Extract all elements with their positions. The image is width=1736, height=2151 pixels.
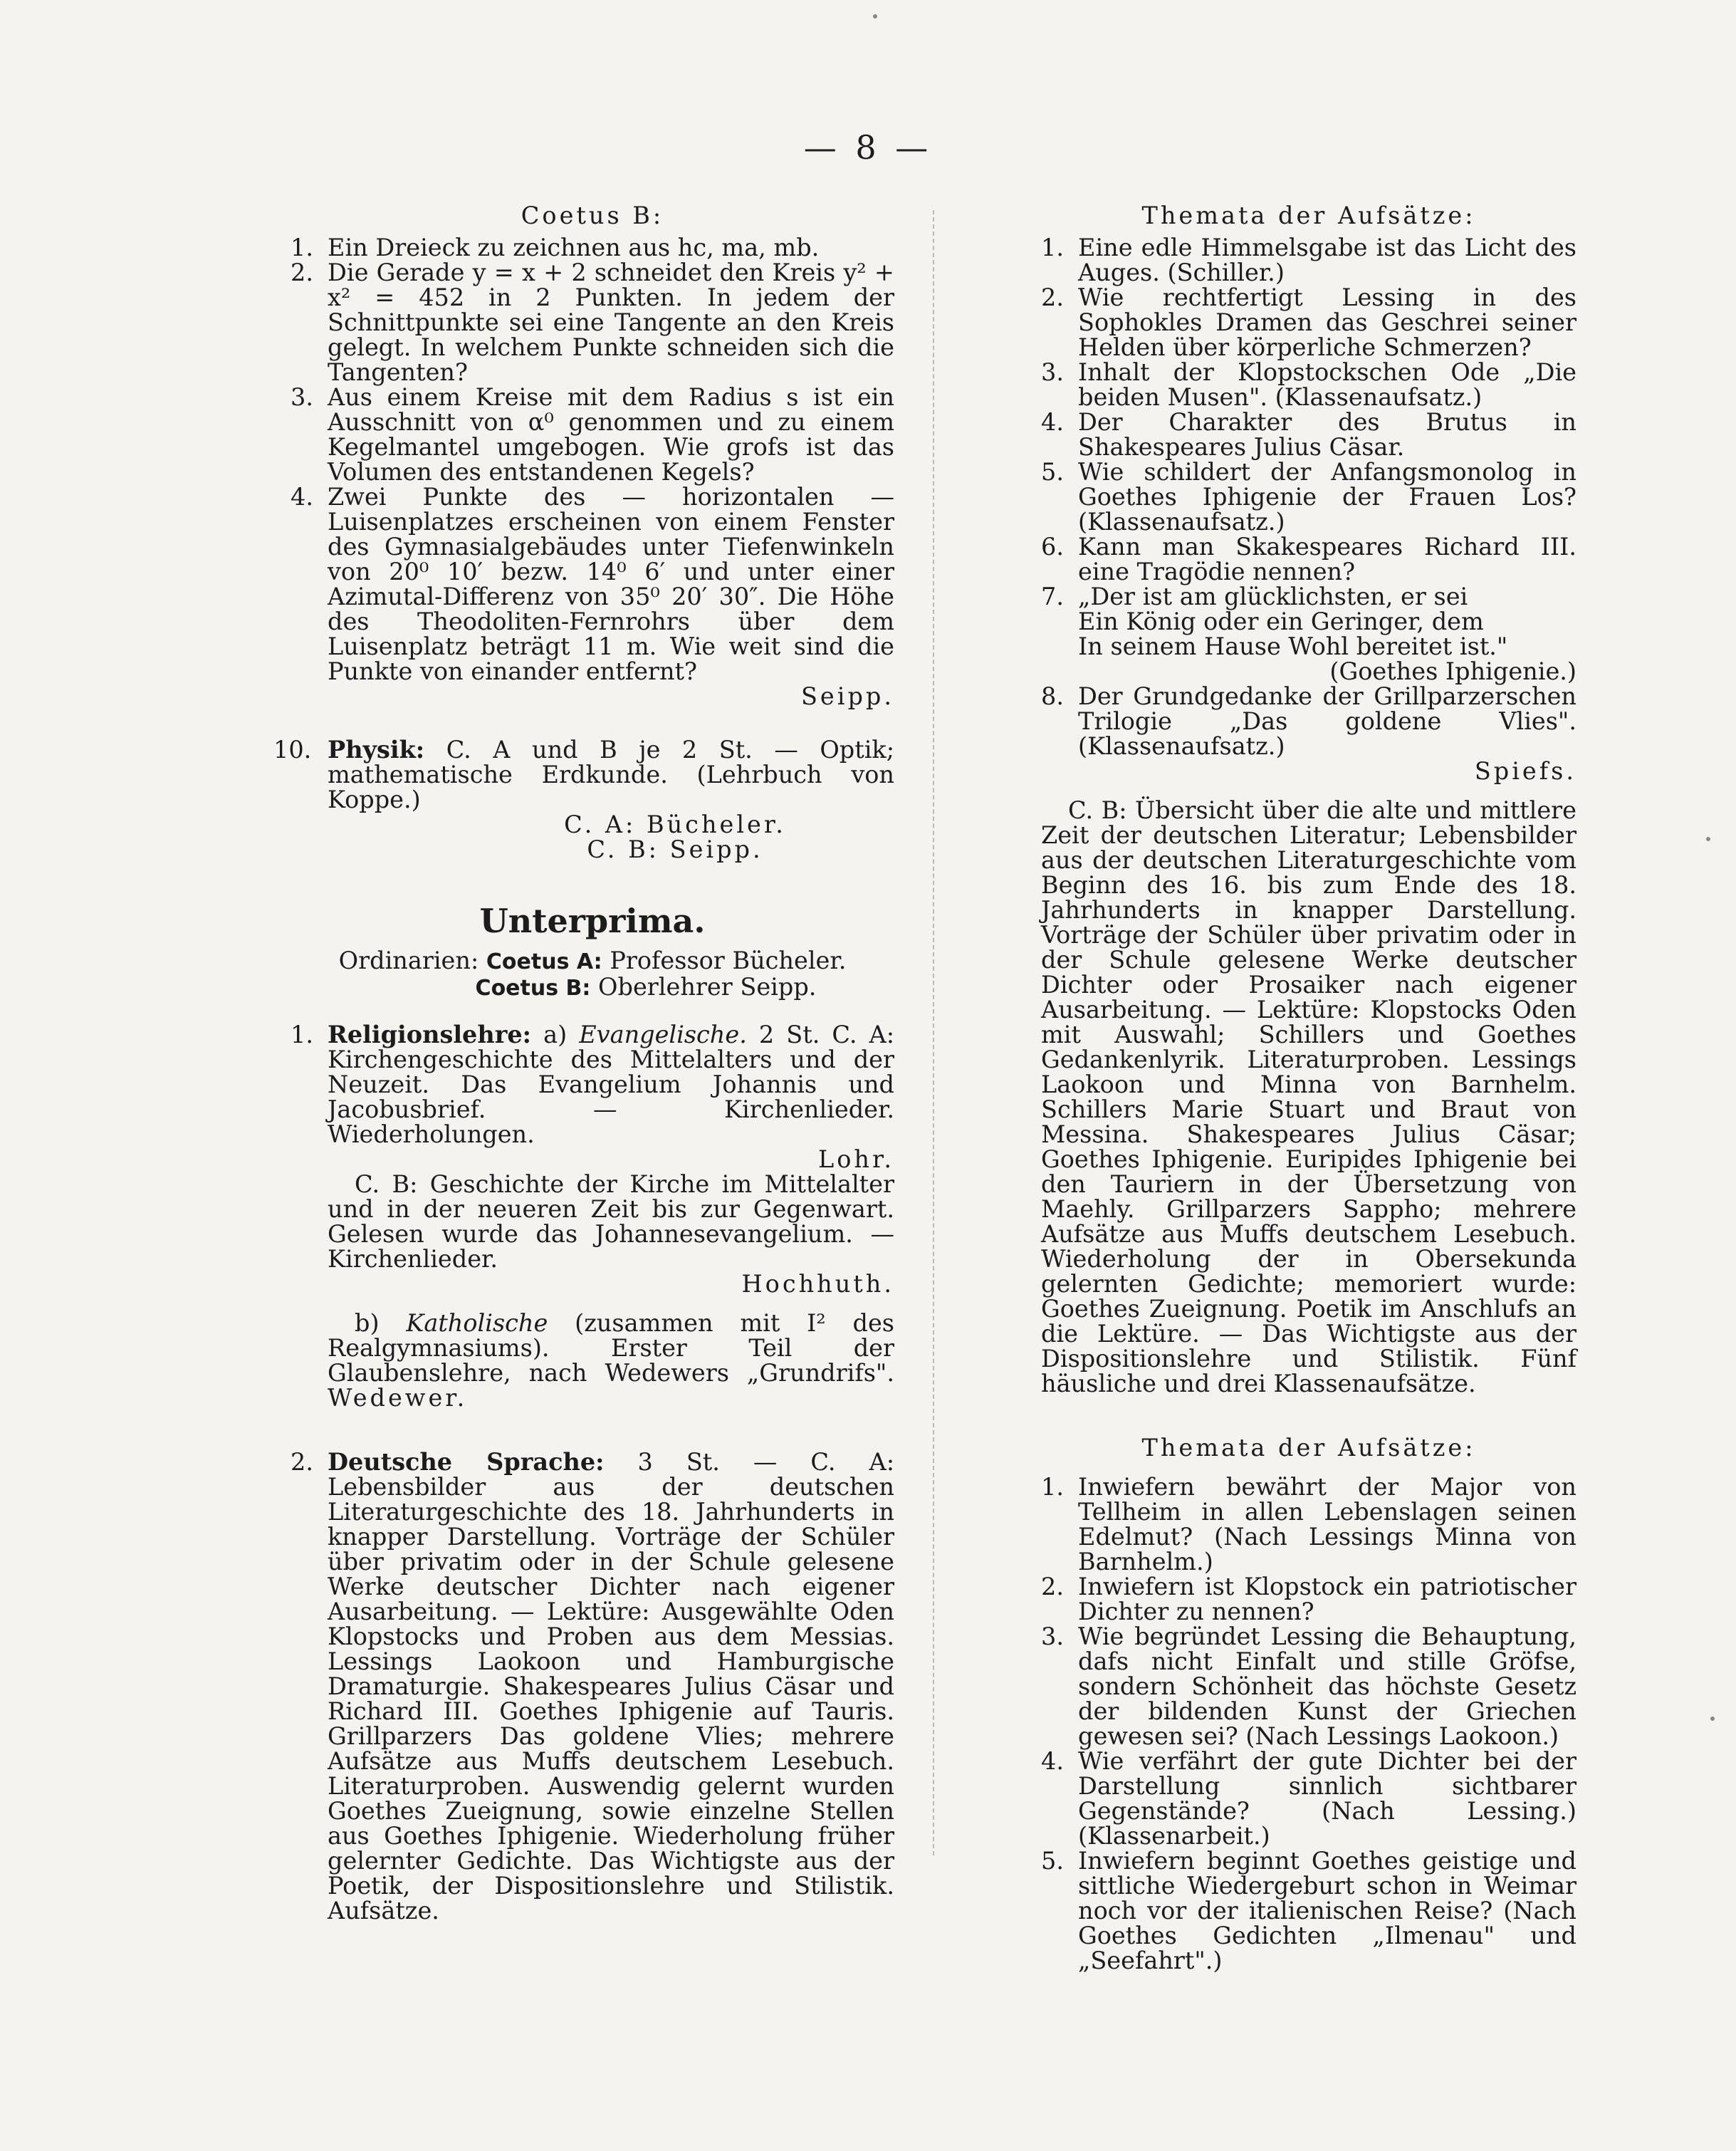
religion-text: 2 St. C. A: Kirchengeschichte des Mittelalters und der Neuzeit. Das Evangelium Johannis und Jacobusbrief. — Kirchenlieder. Wiederholungen. <box>328 1021 895 1148</box>
kath-label: Katholische <box>406 1309 548 1337</box>
list-item <box>1041 534 1576 584</box>
religion-teacher-a: Lohr. <box>818 1145 894 1173</box>
item-text: Inwiefern bewährt der Major von Tellheim in allen Lebenslagen seinen Edelmut? (Nach Lessings Minna von Barnhelm.) <box>1078 1473 1576 1576</box>
left-column <box>273 202 895 1925</box>
list-item <box>1041 285 1576 360</box>
item-text: Wie rechtfertigt Lessing in des Sophokles Dramen das Geschrei seiner Helden über körperliche Schmerzen? <box>1078 283 1576 361</box>
coetus-b-heading: Coetus B: <box>521 202 664 229</box>
coetus-a-value: Professor Bücheler. <box>610 947 847 974</box>
deutsch-text: 3 St. — C. A: Lebensbilder aus der deutschen Literaturgeschichte des 18. Jahrhunderts in knapper Darstellung. Vorträge der Schüler über privatim oder in der Schule gelesene Werke deutscher Dichter nach eigener Ausarbeitung. — Lektüre: Ausgewählte Oden Klopstocks und Proben aus dem Messias. Lessings Laokoon und Hamburgische Dramaturgie. Shakespeares Julius Cäsar und Richard III. Goethes Iphigenie auf Tauris. Grillparzers Das goldene Vlies; mehrere Aufsätze aus Muffs deutschem Lesebuch. Literaturproben. Auswendig gelernt wurden Goethes Zueignung, sowie einzelne Stellen aus Goethes Iphigenie. Wiederholung früher gelernter Gedichte. Das Wichtigste aus der Poetik, der Dispositionslehre und Stilistik. Aufsätze. <box>328 1448 894 1925</box>
item-number: 5. <box>1041 458 1064 486</box>
physik-body <box>328 737 894 812</box>
religion-label: Religionslehre: <box>328 1021 532 1048</box>
list-item <box>1041 235 1576 285</box>
deutsch-label: Deutsche Sprache: <box>328 1448 605 1476</box>
physik-teachers <box>291 812 894 862</box>
item-number: 3. <box>291 383 313 411</box>
physik-teacher-b: C. B: Seipp. <box>587 835 763 863</box>
ordinarien-line-1 <box>291 948 894 974</box>
item-text: Wie verfährt der gute Dichter bei der Darstellung sinnlich sichtbarer Gegenstände? (Nach Lessing.) (Klassenarbeit.) <box>1078 1747 1576 1850</box>
list-item <box>291 260 894 385</box>
math-teacher: Seipp. <box>800 682 894 710</box>
item-text: Inwiefern ist Klopstock ein patriotischer Dichter zu nennen? <box>1078 1573 1576 1625</box>
quote-source: (Goethes Iphigenie.) <box>1329 657 1576 685</box>
themata-heading-2: Themata der Aufsätze: <box>1141 1434 1476 1462</box>
list-item <box>291 385 894 484</box>
item-number: 3. <box>1041 1623 1064 1650</box>
physik-text: C. A und B je 2 St. — Optik; mathematische Erdkunde. (Lehrbuch von Koppe.) <box>328 736 894 813</box>
scan-speck <box>1710 1717 1715 1721</box>
item-text: Wie schildert der Anfangsmonolog in Goethes Iphigenie der Frauen Los? (Klassenaufsatz.) <box>1078 458 1576 536</box>
item-text: Wie begründet Lessing die Behauptung, dafs nicht Einfalt und stille Gröfse, sondern Schönheit das höchste Gesetz der bildenden Kunst der Griechen gewesen sei? (Nach Lessings Laokoon.) <box>1078 1623 1576 1750</box>
item-text <box>1078 684 1576 783</box>
themata-list-1 <box>1041 235 1576 783</box>
item-number: 6. <box>1041 533 1064 561</box>
religion-intro-a: a) <box>543 1021 568 1048</box>
list-item <box>1041 360 1576 410</box>
math-list <box>291 235 894 709</box>
list-item <box>1041 410 1576 459</box>
scan-speck <box>1706 837 1710 841</box>
item8-text: Der Grundgedanke der Grillparzerschen Trilogie „Das goldene Vlies". (Klassenaufsatz.) <box>1078 682 1576 760</box>
item-number: 2. <box>1041 283 1064 311</box>
item-text: Eine edle Himmelsgabe ist das Licht des Auges. (Schiller.) <box>1078 234 1576 286</box>
section-number: 10. <box>273 736 312 764</box>
item-number: 8. <box>1041 682 1064 710</box>
ordinarien-line-2 <box>291 974 894 1001</box>
item-number: 5. <box>1041 1847 1064 1875</box>
themata-list-2 <box>1041 1474 1576 1973</box>
religion-section <box>291 1022 894 1147</box>
religion-kath <box>291 1311 894 1410</box>
section-number: 1. <box>291 1021 313 1048</box>
cb-paragraph: C. B: Übersicht über die alte und mittlere Zeit der deutschen Literatur; Lebensbilder aus der deutschen Literaturgeschichte vom Beginn des 16. bis zum Ende des 18. Jahrhunderts in knapper Darstellung. Vorträge der Schüler über privatim oder in der Schule gelesene Werke deutscher Dichter oder Prosaiker nach eigener Ausarbeitung. — Lektüre: Klopstocks Oden mit Auswahl; Schillers und Goethes Gedankenlyrik. Literaturproben. Lessings Laokoon und Minna von Barnhelm. Schillers Marie Stuart und Braut von Messina. Shakespeares Julius Cäsar; Goethes Iphigenie. Euripides Iphigenie bei den Tauriern in der Übersetzung von Maehly. Grillparzers Sappho; mehrere Aufsätze aus Muffs deutschem Lesebuch. Wiederholung der in Obersekunda gelernten Gedichte; memoriert wurde: Goethes Zueignung. Poetik im Anschlufs an die Lektüre. — Das Wichtigste aus der Dispositionslehre und Stilistik. Fünf häusliche und drei Klassenaufsätze. <box>1041 796 1576 1397</box>
list-item <box>1041 1848 1576 1973</box>
item-text: Kann man Skakespeares Richard III. eine Tragödie nennen? <box>1078 533 1576 585</box>
list-item <box>291 235 894 260</box>
coetus-b-label: Coetus B: <box>475 976 591 1001</box>
quote-line: „Der ist am glücklichsten, er sei <box>1078 583 1468 610</box>
item-text: Inwiefern beginnt Goethes geistige und sittliche Wiedergeburt schon in Weimar noch vor der italienischen Reise? (Nach Goethes Gedichten „Ilmenau" und „Seefahrt".) <box>1078 1847 1576 1974</box>
list-item-quote <box>1041 584 1576 684</box>
item-text: Zwei Punkte des — horizontalen — Luisenplatzes erscheinen von einem Fenster des Gymnasialgebäudes unter Tiefenwinkeln von 20⁰ 10′ bezw. 14⁰ 6′ und unter einer Azimutal-Differenz von 35⁰ 20′ 30″. Die Höhe des Theodoliten-Fernrohrs über dem Luisenplatz beträgt 11 m. Wie weit sind die Punkte von einander entfernt? <box>328 483 894 685</box>
list-item <box>1041 684 1576 783</box>
deutsch-body <box>328 1449 894 1923</box>
religion-intro-b: Evangelische. <box>579 1021 747 1048</box>
item-number: 4. <box>1041 1747 1064 1775</box>
item-number: 4. <box>291 483 313 511</box>
religion-cb-text <box>291 1172 894 1271</box>
quote-body <box>1078 584 1576 684</box>
item-number: 3. <box>1041 358 1064 386</box>
physik-label: Physik: <box>328 736 425 764</box>
coetus-b-value: Oberlehrer Seipp. <box>598 973 817 1001</box>
item-number: 4. <box>1041 408 1064 436</box>
list-item <box>1041 1624 1576 1749</box>
list-item <box>1041 459 1576 534</box>
item-number: 1. <box>291 234 313 261</box>
item-number: 1. <box>1041 1473 1064 1501</box>
kath-text: (zusammen mit I² des Realgymnasiums). Erster Teil der Glaubenslehre, nach Wedewers „Grundrifs". <box>328 1309 895 1387</box>
list-item <box>1041 1574 1576 1624</box>
item-text: Ein Dreieck zu zeichnen aus hc, ma, mb. <box>328 234 820 261</box>
religion-cb-body: C. B: Geschichte der Kirche im Mittelalter und in der neueren Zeit bis zur Gegenwart. Gelesen wurde das Johannesevangelium. — Kirchenlieder. <box>328 1170 894 1273</box>
column-divider <box>933 210 934 1855</box>
unterprima-heading: Unterprima. <box>479 902 706 940</box>
item-text: Aus einem Kreise mit dem Radius s ist ein Ausschnitt von α⁰ genommen und zu einem Kegelmantel umgebogen. Wie grofs ist das Volumen des entstandenen Kegels? <box>328 383 894 486</box>
section-number: 2. <box>291 1448 313 1476</box>
kath-prefix: b) <box>355 1309 380 1337</box>
item-number: 7. <box>1041 583 1064 610</box>
ordinarien-label: Ordinarien: <box>338 947 479 974</box>
themata-heading-1: Themata der Aufsätze: <box>1141 202 1476 229</box>
item-number: 1. <box>1041 234 1064 261</box>
quote-line: Ein König oder ein Geringer, dem <box>1078 608 1484 635</box>
list-item <box>291 484 894 684</box>
item-number: 2. <box>1041 1573 1064 1600</box>
right-column <box>1041 203 1576 1973</box>
kath-teacher: Wedewer. <box>328 1384 468 1412</box>
scan-speck <box>873 14 877 19</box>
religion-body <box>328 1022 894 1147</box>
deutsch-section <box>291 1449 894 1923</box>
item-text: Inhalt der Klopstockschen Ode „Die beiden Musen". (Klassenaufsatz.) <box>1078 358 1576 411</box>
physik-teacher-a: C. A: Bücheler. <box>564 811 786 838</box>
item-text: Der Charakter des Brutus in Shakespeares Julius Cäsar. <box>1078 408 1576 461</box>
coetus-a-label: Coetus A: <box>486 949 602 974</box>
physik-section <box>273 736 894 813</box>
quote-line: In seinem Hause Wohl bereitet ist." <box>1078 632 1508 660</box>
item-text: Die Gerade y = x + 2 schneidet den Kreis y² + x² = 452 in 2 Punkten. In jedem der Schnittpunkte sei eine Tangente an den Kreis gelegt. In welchem Punkte schneiden sich die Tangenten? <box>328 259 894 386</box>
item8-teacher: Spiefs. <box>1474 757 1576 785</box>
list-item <box>1041 1474 1576 1574</box>
religion-teacher-b: Hochhuth. <box>741 1270 894 1298</box>
item-number: 2. <box>291 259 313 286</box>
list-item <box>1041 1749 1576 1848</box>
page-number: — 8 — <box>803 128 933 167</box>
